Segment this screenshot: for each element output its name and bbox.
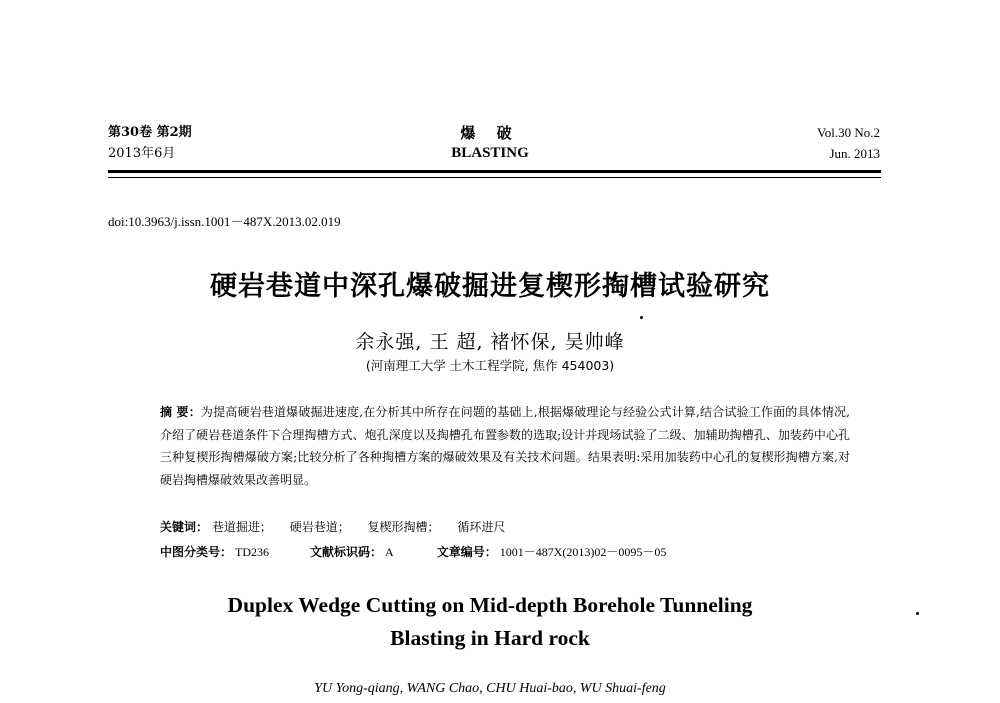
authors-cn: 余永强, 王 超, 褚怀保, 吴帅峰 (355, 331, 625, 353)
abstract-text: 为提高硬岩巷道爆破掘进速度,在分析其中所存在问题的基础上,根据爆破理论与经验公式计算,结合试验工作面的具体情况,介绍了硬岩巷道条件下合理掏槽方式、炮孔深度以及掏槽孔布置参数的选取;设计并现场试验了二级、加辅助掏槽孔、加装药中心孔三种复楔形掏槽爆破方案;比较分析了各种掏槽方案的爆破效果及有关技术问题。结果表明:采用加装药中心孔的复楔形掏槽方案,对硬岩掏槽爆破效果改善明显。 (160, 405, 851, 487)
doi: doi:10.3963/j.issn.1001－487X.2013.02.019 (108, 214, 341, 229)
title-en-line1: Duplex Wedge Cutting on Mid-depth Borehole Tunneling (227, 593, 753, 617)
header-rule-thick (108, 170, 881, 173)
abstract-label: 摘 要： (160, 405, 201, 419)
keyword: 复楔形掏槽； (367, 520, 440, 534)
authors-en: YU Yong-qiang, WANG Chao, CHU Huai-bao, WU Shuai-feng (314, 681, 666, 696)
volume-issue-cn: 第30卷 第2期 (108, 125, 192, 140)
keyword: 巷道掘进； (211, 520, 272, 534)
affiliation-cn: (河南理工大学 土木工程学院, 焦作 454003) (365, 358, 615, 373)
volume-issue-en: Vol.30 No.2 (817, 125, 880, 140)
clc-value: TD236 (235, 545, 270, 559)
journal-name-en: BLASTING (451, 145, 529, 161)
header-rule-thin (108, 177, 881, 178)
keyword: 硬岩巷道； (289, 520, 350, 534)
doc-code-value: A (385, 545, 394, 559)
title-en-line2: Blasting in Hard rock (390, 626, 590, 650)
article-number-value: 1001－487X(2013)02－0095－05 (499, 545, 667, 559)
date-cn: 2013年6月 (108, 146, 176, 161)
title-en (0, 589, 980, 655)
keyword: 循环进尺 (457, 520, 506, 534)
abstract (160, 401, 850, 491)
header-volume-date-en (817, 122, 880, 164)
scan-speck (640, 316, 643, 319)
doc-code-label: 文献标识码： (310, 545, 383, 559)
clc-label: 中图分类号： (160, 545, 233, 559)
scan-speck (916, 612, 919, 615)
keywords (160, 518, 505, 535)
article-number-label: 文章编号： (436, 545, 497, 559)
title-cn: 硬岩巷道中深孔爆破掘进复楔形掏槽试验研究 (210, 271, 770, 302)
keywords-label: 关键词： (160, 520, 209, 534)
classification-line (160, 543, 666, 560)
journal-name-cn: 爆 破 (460, 124, 520, 142)
date-en: Jun. 2013 (829, 146, 880, 161)
